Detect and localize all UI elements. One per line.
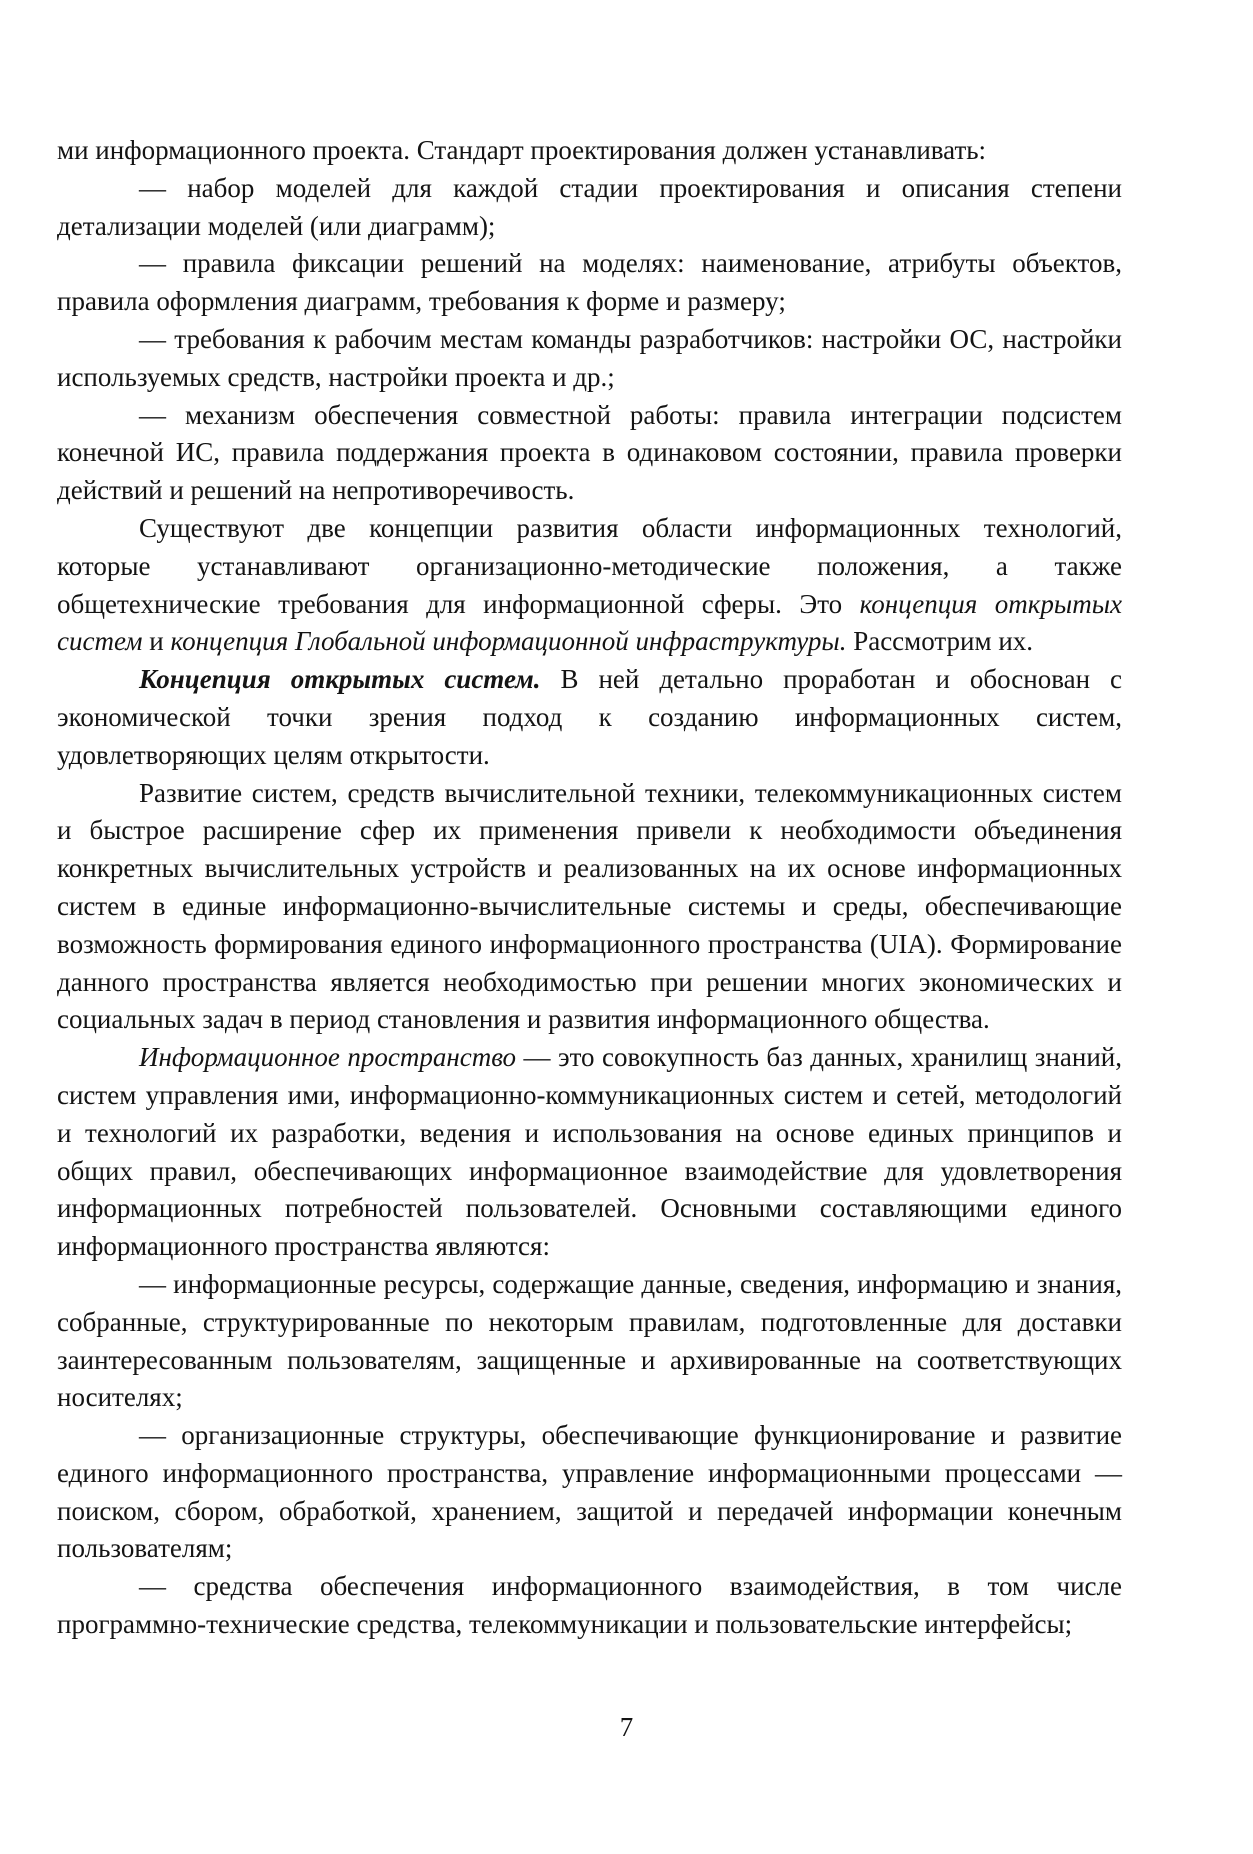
list-item-workplaces: — требования к рабочим местам команды разработчиков: настройки ОС, настройки используемых средств, настройки проекта и др.; xyxy=(57,323,1122,392)
paragraph-concepts xyxy=(57,510,1122,661)
concept-global-infrastructure-term: концепция Глобальной информационной инфраструктуры. xyxy=(170,626,847,657)
list-item-resources: — информационные ресурсы, содержащие данные, сведения, информацию и знания, собранные, структурированные по некоторым правилам, подготовленные для доставки заинтересованным пользователям, защищенные и архивированные на соответствующих носителях; xyxy=(57,1268,1122,1413)
open-systems-text: В ней детально проработан и обоснован с экономической точки зрения подход к созданию информационных систем, удовлетворяющих целям открытости. xyxy=(57,664,1122,770)
list-item-models: — набор моделей для каждой стадии проектирования и описания степени детализации моделей (или диаграмм); xyxy=(57,172,1122,241)
paragraph-continuation: ми информационного проекта. Стандарт проектирования должен устанавливать: xyxy=(57,135,987,165)
paragraph-open-systems xyxy=(57,661,1122,774)
concept-open-systems-term: концепция открытых систем xyxy=(57,588,1122,657)
concepts-text-3: Рассмотрим их. xyxy=(846,626,1034,657)
list-item-collaboration: — механизм обеспечения совместной работы: правила интеграции подсистем конечной ИС, правила поддержания проекта в одинаковом состоянии, правила проверки действий и решений на непротиворечивость. xyxy=(57,399,1122,506)
paragraph-development: Развитие систем, средств вычислительной техники, телекоммуникационных систем и быстрое расширение сфер их применения привели к необходимости объединения конкретных вычислительных устройств и реализованных на их основе информационных систем в единые информационно-вычислительные системы и среды, обеспечивающие возможность формирования единого информационного пространства (UIA). Формирование данного пространства является необходимостью при решении многих экономических и социальных задач в период становления и развития информационного общества. xyxy=(57,777,1122,1035)
concepts-text-2: и xyxy=(142,626,171,657)
list-item-org-structures: — организационные структуры, обеспечивающие функционирование и развитие единого информационного пространства, управление информационными процессами — поиском, сбором, обработкой, хранением, защитой и передачей информации конечным пользователям; xyxy=(57,1420,1122,1564)
page-number: 7 xyxy=(619,1712,634,1742)
paragraph-information-space xyxy=(57,1039,1122,1266)
list-item-interaction-means: — средства обеспечения информационного взаимодействия, в том числе программно-технические средства, телекоммуникации и пользовательские интерфейсы; xyxy=(57,1571,1122,1640)
concepts-text-1: Существуют две концепции развития области информационных технологий, которые устанавливают организационно-методические положения, а также общетехнические требования для информационной сферы. Это xyxy=(57,512,1122,619)
list-item-rules: — правила фиксации решений на моделях: наименование, атрибуты объектов, правила оформления диаграмм, требования к форме и размеру; xyxy=(57,248,1122,317)
term-information-space: Информационное пространство xyxy=(139,1042,517,1073)
information-space-text: — это совокупность баз данных, хранилищ знаний, систем управления ими, информационно-коммуникационных систем и сетей, методологий и технологий их разработки, ведения и использования на основе единых принципов и общих правил, обеспечивающих информационное взаимодействие для удовлетворения информационных потребностей пользователей. Основными составляющими единого информационного пространства являются: xyxy=(57,1042,1123,1262)
page-body xyxy=(57,132,1122,1644)
section-heading-open-systems: Концепция открытых систем. xyxy=(139,664,541,695)
